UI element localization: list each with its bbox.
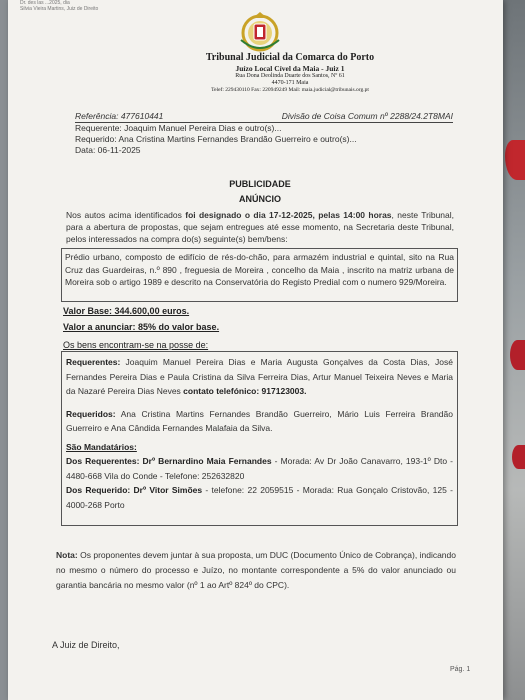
reference-line [75, 111, 453, 123]
note-paragraph [56, 548, 456, 593]
intro-paragraph [66, 209, 454, 245]
corner-annotation [20, 0, 98, 12]
valor-base: Valor Base: 344.600,00 euros. [63, 306, 190, 316]
intro-text: Nos autos acima identificados [66, 210, 186, 220]
mandatario-requerido-label: Dos Requerido: Drº Vitor Simões [66, 485, 203, 495]
background-red-object [512, 445, 525, 469]
mandatario-requerido-text: - telefone: 22 2059515 - Morada: Rua Gonçalo Cristovão, 125 - 4000-268 Porto [66, 485, 453, 510]
reference-number: Referência: 477610441 [75, 111, 164, 121]
process-number: Divisão de Coisa Comum nº 2288/24.2T8MAI [281, 111, 453, 121]
court-unit: Juízo Local Cível da Maia - Juiz 1 [235, 64, 345, 73]
property-box [61, 248, 458, 302]
note-text: Os proponentes devem juntar à sua proposta, um DUC (Documento Único de Cobrança), indicando no mesmo o número do processo e Juízo, no montante correspondente a 5% do valor anunciado ou garantia bancária no mesmo valor (nº 1 ao Artº 824º do CPC). [56, 550, 456, 590]
background-red-object [510, 340, 525, 370]
heading-publicidade: PUBLICIDADE [229, 179, 291, 189]
signature-line: A Juiz de Direito, [52, 640, 120, 650]
holders-box [61, 351, 458, 526]
mandatarios-label: São Mandatários: [66, 441, 137, 452]
corner-line: Dr. des las ...2025, dia [20, 0, 70, 6]
mandatario-requerentes [66, 454, 453, 483]
court-address: Rua Dona Deolinda Duarte dos Santos, Nº 61 [235, 73, 345, 79]
court-postal: 4470-171 Maia [271, 80, 309, 86]
heading-anuncio: ANÚNCIO [239, 194, 281, 204]
court-contacts: Telef: 229430110 Fax: 220949249 Mail: maia.judicial@tribunais.org.pt [211, 87, 369, 93]
requerente-line: Requerente: Joaquim Manuel Pereira Dias e outro(s)... [75, 123, 282, 133]
mandatario-requerentes-label: Dos Requerentes: Drº Bernardino Maia Fernandes [66, 456, 272, 466]
date-line: Data: 06-11-2025 [75, 145, 141, 155]
mandatario-requerentes-text: - Morada: Av Dr João Canavarro, 193-1º Dto - 4480-668 Vila do Conde - Telefone: 252632820 [66, 456, 453, 481]
intro-date: foi designado o dia 17-12-2025, pelas 14:00 horas [185, 210, 392, 220]
requerentes-text: Joaquim Manuel Pereira Dias e Maria Augusta Gonçalves da Costa Dias, José Fernandes Pereira Dias e Paula Cristina da Silva Ferreira Dias, Artur Manuel Teixeira Neves e Maria da Nazaré Pereira Dias Neves [66, 357, 453, 396]
requeridos-text: Ana Cristina Martins Fernandes Brandão Guerreiro, Mário Luis Ferreira Brandão Guerreiro e Ana Cândida Fernandes Malafaia da Silva. [66, 408, 453, 433]
requerido-line: Requerido: Ana Cristina Martins Fernandes Brandão Guerreiro e outro(s)... [75, 134, 357, 144]
valor-anunciar: Valor a anunciar: 85% do valor base. [63, 322, 220, 332]
contact-phone: contato telefónico: 917123003. [183, 386, 307, 396]
coat-of-arms-icon [235, 10, 285, 54]
intro-text-rest: , neste Tribunal, para a abertura de propostas, que sejam entregues até esse momento, na Secretaria deste Tribunal, pelos interessados na compra do(s) seguinte(s) bem/bens: [66, 210, 455, 244]
requeridos-label: Requeridos: [66, 408, 116, 419]
mandatario-requerido [66, 483, 453, 512]
corner-line: Silvia Vieira Martins, Juiz de Direito [20, 6, 99, 12]
note-label: Nota: [56, 550, 78, 560]
requeridos-paragraph [66, 407, 453, 436]
requerentes-label: Requerentes: [66, 357, 121, 367]
property-description: Prédio urbano, composto de edifício de rés-do-chão, para armazém industrial e quintal, sito na Rua Cruz das Guardeiras, n.º 890 , freguesia de Moreira , concelho da Maia , inscrito na matriz urbana de Moreira sob o artigo 1989 e descrito na Conservatória do Registo Predial com o numero 929/Moreira. [65, 252, 454, 287]
court-name: Tribunal Judicial da Comarca do Porto [205, 52, 375, 63]
requerentes-paragraph [66, 355, 453, 399]
page-number: Pág. 1 [450, 666, 471, 673]
posse-label: Os bens encontram-se na posse de: [63, 340, 209, 350]
document-page [8, 0, 503, 700]
